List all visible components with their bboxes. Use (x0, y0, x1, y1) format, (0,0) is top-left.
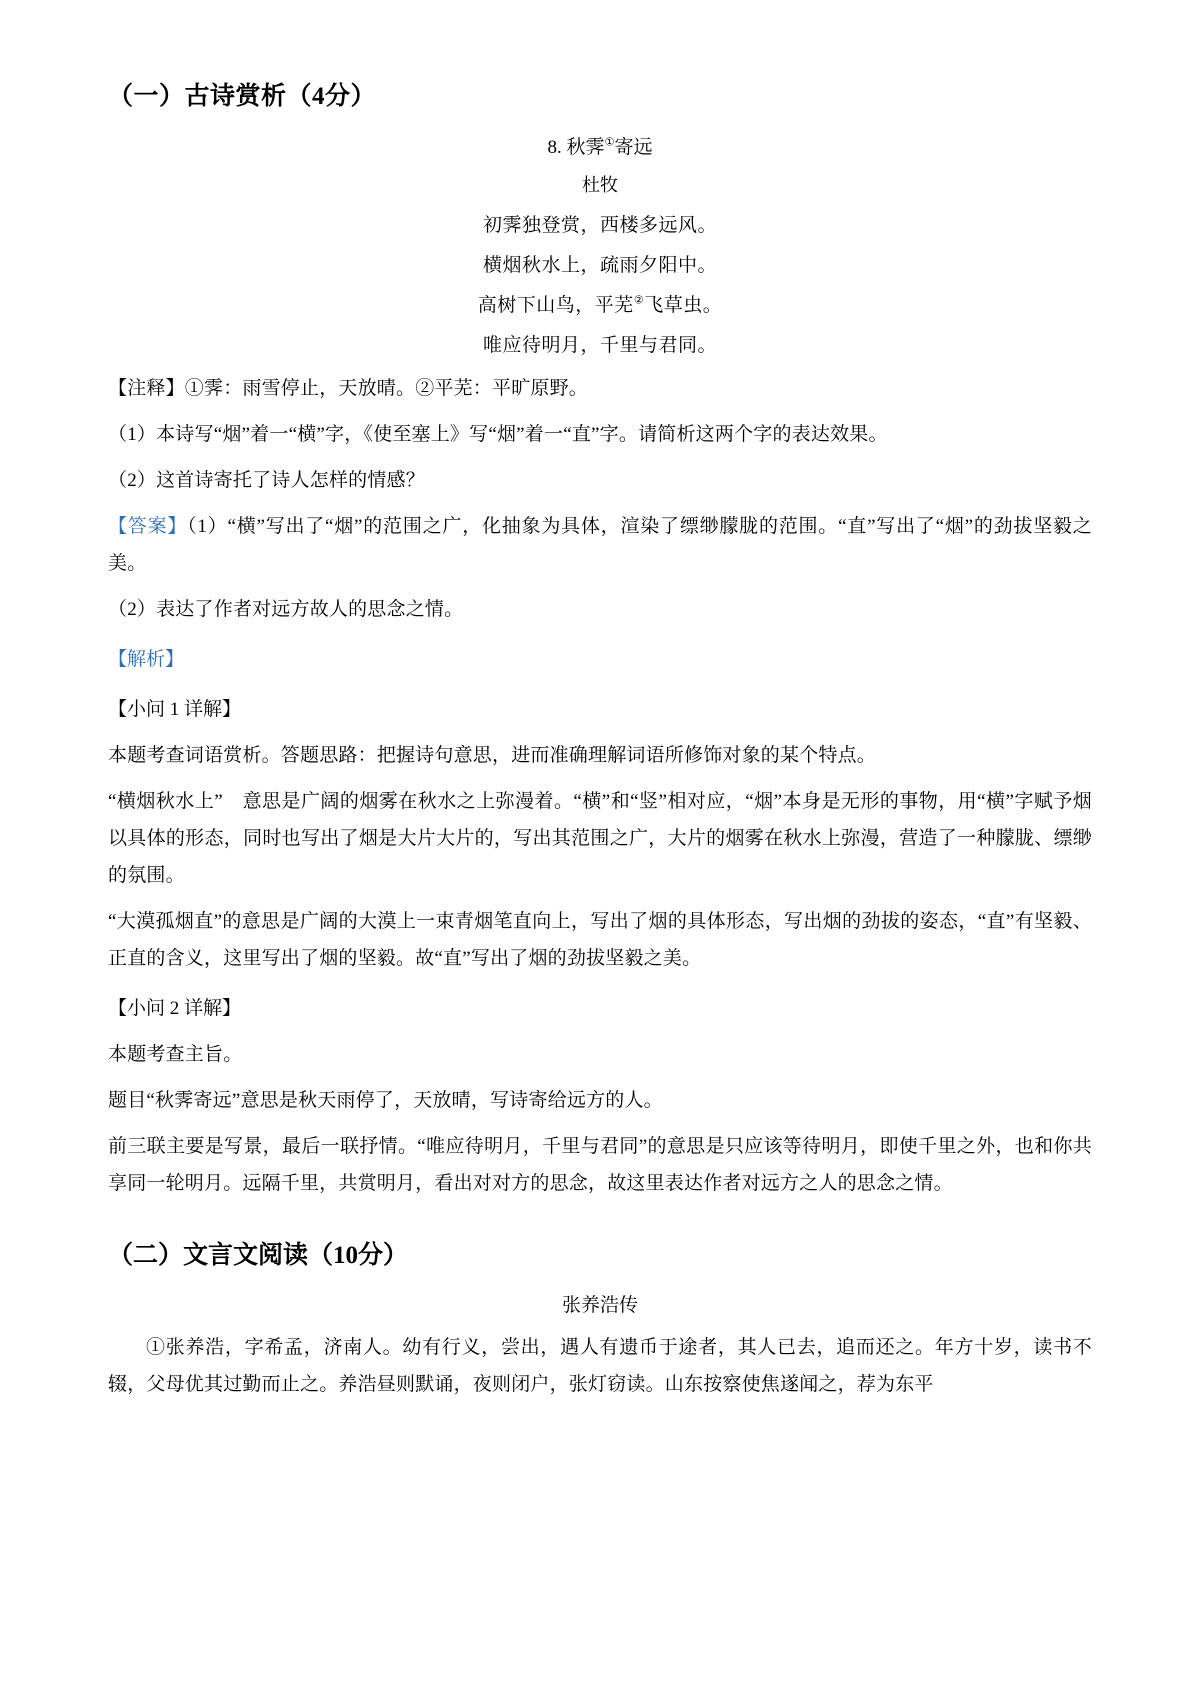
answer-part-1: （1）“横”写出了“烟”的范围之广，化抽象为具体，渲染了缥缈朦胧的范围。“直”写出了“烟”的劲拔坚毅之美。 (108, 515, 1092, 574)
poem-line-2: 横烟秋水上，疏雨夕阳中。 (482, 254, 717, 276)
sub-question-1-para-2: “横烟秋水上” 意思是广阔的烟雾在秋水之上弥漫着。“横”和“竖”相对应，“烟”本身是无形的事物，用“横”字赋予烟以具体的形态，同时也写出了烟是大片大片的，写出其范围之广，大片的烟雾在秋水上弥漫，营造了一种朦胧、缥缈的氛围。 (108, 791, 1092, 887)
section-heading-poetry: （一）古诗赏析（4分） (108, 83, 377, 110)
classical-text-paragraph-1: ①张养浩，字希孟，济南人。幼有行义，尝出，遇人有遗币于途者，其人已去，追而还之。年方十岁，读书不辍，父母优其过勤而止之。养浩昼则默诵，夜则闭户，张灯窃读。山东按察使焦遂闻之，荐为东平 (108, 1337, 1092, 1396)
question-2: （2）这首诗寄托了诗人怎样的情感？ (108, 469, 425, 491)
poem-author: 杜牧 (582, 174, 618, 195)
answer-part-2: （2）表达了作者对远方故人的思念之情。 (108, 598, 464, 620)
poem-line-1: 初霁独登赏，西楼多远风。 (482, 214, 717, 236)
classical-text-title: 张养浩传 (561, 1295, 638, 1317)
sub-question-2-para-3: 前三联主要是写景，最后一联抒情。“唯应待明月，千里与君同”的意思是只应该等待明月，即使千里之外，也和你共享同一轮明月。远隔千里，共赏明月，看出对对方的思念，故这里表达作者对远方之人的思念之情。 (108, 1136, 1092, 1195)
poem-line-3-post: 飞草虫。 (644, 294, 723, 316)
sub-question-2-para-2: 题目“秋霁寄远”意思是秋天雨停了，天放晴，写诗寄给远方的人。 (108, 1090, 663, 1112)
analysis-tag: 【解析】 (108, 648, 185, 670)
poem-title-rest: 寄远 (614, 136, 653, 158)
sub-question-2-para-1: 本题考查主旨。 (108, 1044, 243, 1066)
question-1: （1）本诗写“烟”着一“横”字，《使至塞上》写“烟”着一“直”字。请简析这两个字的表达效果。 (108, 423, 888, 445)
poem-line-3 (108, 290, 1092, 317)
sub-question-1-para-3: “大漠孤烟直”的意思是广阔的大漠上一束青烟笔直向上，写出了烟的具体形态，写出烟的劲拔的姿态，“直”有坚毅、正直的含义，这里写出了烟的坚毅。故“直”写出了烟的劲拔坚毅之美。 (108, 911, 1092, 970)
poem-line-4: 唯应待明月，千里与君同。 (482, 334, 717, 356)
poem-number: 8. (547, 136, 562, 158)
section-heading-classical-chinese: （二）文言文阅读（10分） (108, 1241, 409, 1269)
poem-line-3-note-marker: ② (633, 294, 645, 307)
poem-line-3-pre: 高树下山鸟，平芜 (477, 294, 634, 316)
poem-title-note-marker: ① (604, 136, 615, 149)
poem-title (108, 132, 1092, 159)
answer-tag: 【答案】 (108, 515, 188, 537)
answer-block (108, 508, 1092, 582)
poem-notes: 【注释】①霁：雨雪停止，天放晴。②平芜：平旷原野。 (108, 377, 589, 399)
sub-question-1-heading: 【小问 1 详解】 (108, 698, 242, 720)
poem-title-main: 秋霁 (566, 136, 605, 158)
sub-question-1-para-1: 本题考查词语赏析。答题思路：把握诗句意思，进而准确理解词语所修饰对象的某个特点。 (108, 744, 877, 766)
sub-question-2-heading: 【小问 2 详解】 (108, 998, 242, 1020)
